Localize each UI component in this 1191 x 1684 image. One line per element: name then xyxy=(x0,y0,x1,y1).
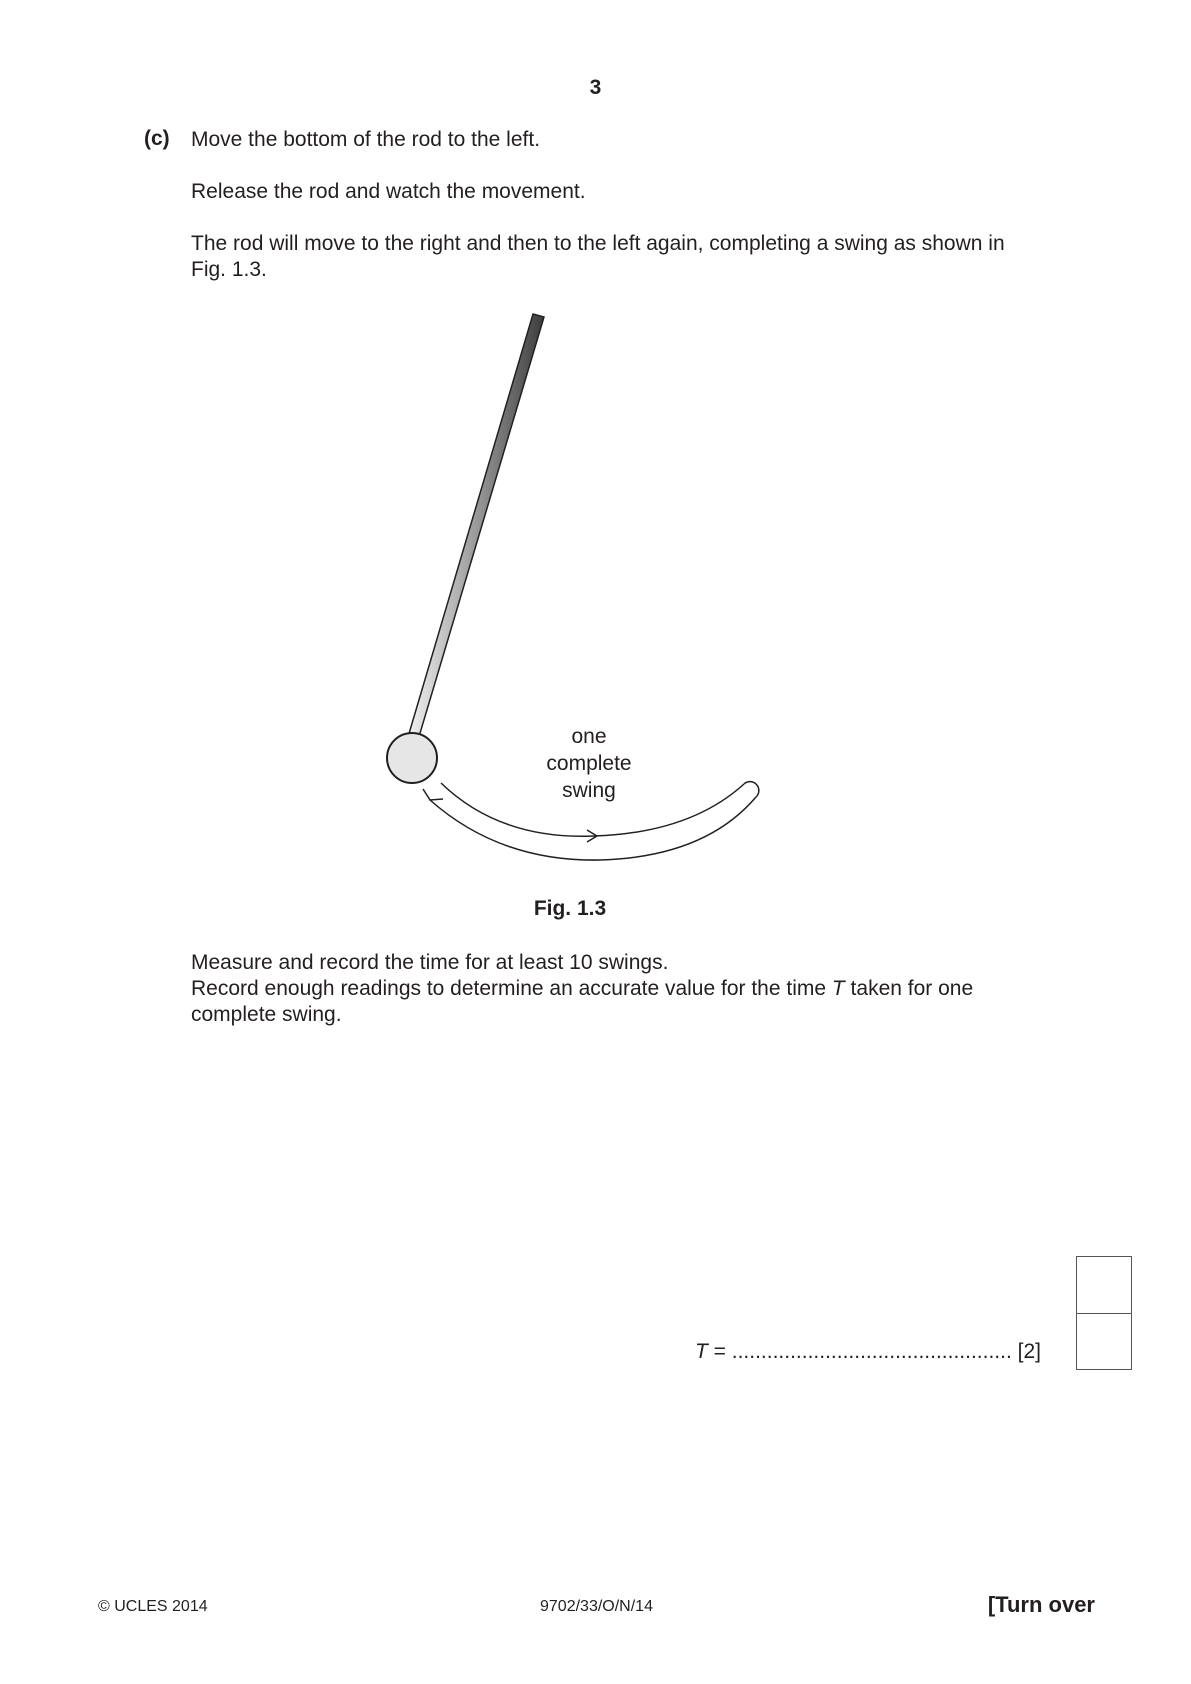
examiner-mark-box-bottom xyxy=(1076,1313,1132,1370)
page-number: 3 xyxy=(589,76,602,99)
question-part-label: (c) xyxy=(144,127,170,150)
answer-variable: T xyxy=(694,1340,708,1363)
swing-label-line1: one xyxy=(571,725,607,748)
instruction-move-rod: Move the bottom of the rod to the left. xyxy=(191,128,541,151)
task-record-cont: complete swing. xyxy=(191,1003,342,1026)
answer-equals: = xyxy=(713,1340,726,1363)
instruction-swing-description: The rod will move to the right and then to the left again, completing a swing as shown in xyxy=(191,232,1005,255)
examiner-mark-box-top xyxy=(1076,1256,1132,1314)
swing-label-line3: swing xyxy=(562,779,616,802)
task-measure: Measure and record the time for at least 10 swings. xyxy=(191,951,669,974)
instruction-swing-description-cont: Fig. 1.3. xyxy=(191,258,267,281)
turn-over-label: [Turn over xyxy=(987,1592,1095,1617)
swing-arc-end xyxy=(744,782,759,797)
instruction-release-rod: Release the rod and watch the movement. xyxy=(191,180,586,203)
answer-field[interactable]: ................................................ xyxy=(731,1340,1012,1363)
answer-line xyxy=(695,1340,1041,1364)
footer-copyright: © UCLES 2014 xyxy=(98,1598,208,1615)
arrow-head-left xyxy=(423,789,443,800)
figure-caption: Fig. 1.3 xyxy=(533,897,607,920)
swing-label-line2: complete xyxy=(546,752,632,775)
rod xyxy=(408,314,544,740)
rod-bob xyxy=(387,733,437,783)
answer-marks: [2] xyxy=(1017,1340,1041,1363)
footer-paper-code: 9702/33/O/N/14 xyxy=(540,1598,653,1615)
task-record: Record enough readings to determine an accurate value for the time T taken for one xyxy=(191,977,974,1000)
swing-arc-outer xyxy=(430,797,756,860)
